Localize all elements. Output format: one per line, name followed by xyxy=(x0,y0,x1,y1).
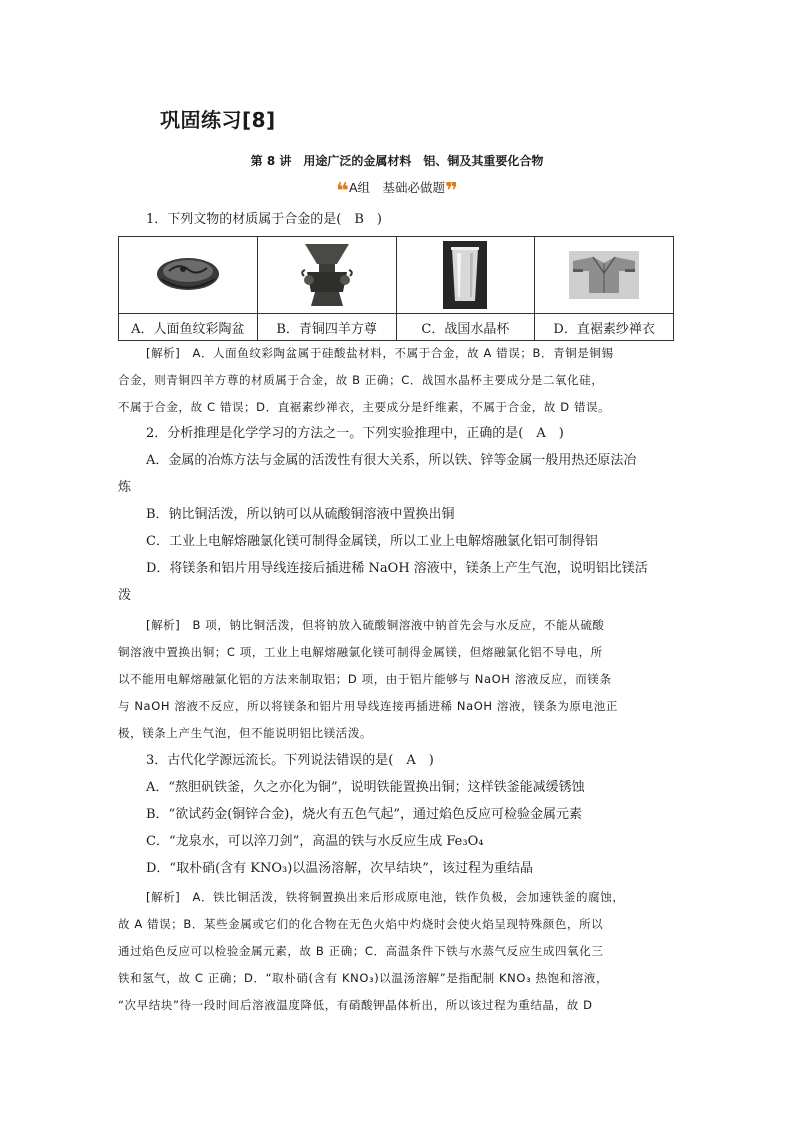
q1-options-table xyxy=(118,236,674,341)
q2-option-c: C．工业上电解熔融氯化镁可制得金属镁，所以工业上电解熔融氯化铝可制得铝 xyxy=(146,534,598,549)
q2-analysis-line: 与 NaOH 溶液不反应，所以将镁条和铝片用导线连接再插进稀 NaOH 溶液，镁条为原电池正 xyxy=(118,699,618,713)
bronze-vessel-icon xyxy=(299,242,355,308)
close-quote-icon: ❞ xyxy=(445,179,458,204)
q1-analysis-line: 合金，则青铜四羊方尊的材质属于合金，故 B 正确；C．战国水晶杯主要成分是二氧化硅， xyxy=(118,373,604,387)
q3-analysis-line: 故 A 错误；B．某些金属或它们的化合物在无色火焰中灼烧时会使火焰呈现特殊颜色，所以 xyxy=(118,917,604,931)
page-title: 巩固练习[8] xyxy=(160,108,276,132)
q2-stem: 2．分析推理是化学学习的方法之一。下列实验推理中，正确的是( A ) xyxy=(146,426,564,441)
group-heading xyxy=(0,178,794,204)
q3-analysis-line: 铁和氢气，故 C 正确；D．“取朴硝(含有 KNO₃)以温汤溶解”是指配制 KNO₃ 热饱和溶液， xyxy=(118,971,609,985)
q3-analysis-line: [解析] A．铁比铜活泼，铁将铜置换出来后形成原电池，铁作负极，会加速铁釜的腐蚀， xyxy=(146,890,625,904)
q2-option-b: B．钠比铜活泼，所以钠可以从硫酸铜溶液中置换出铜 xyxy=(146,507,455,522)
q1-option-b-image xyxy=(257,237,396,314)
open-quote-icon: ❝ xyxy=(336,179,349,204)
q3-stem: 3．古代化学源远流长。下列说法错误的是( A ) xyxy=(146,753,434,768)
q3-option-d: D．“取朴硝(含有 KNO₃)以温汤溶解，次早结块”，该过程为重结晶 xyxy=(146,861,533,876)
q2-analysis-line: 铜溶液中置换出铜；C 项，工业上电解熔融氯化镁可制得金属镁，但熔融氯化铝不导电，所 xyxy=(118,645,603,659)
q3-option-c: C．“龙泉水，可以淬刀剑”，高温的铁与水反应生成 Fe₃O₄ xyxy=(146,834,484,849)
q1-option-c-label: C．战国水晶杯 xyxy=(396,314,535,341)
q2-analysis-line: 以不能用电解熔融氯化铝的方法来制取铝；D 项，由于铝片能够与 NaOH 溶液反应，而镁条 xyxy=(118,672,612,686)
q2-option-a: A．金属的冶炼方法与金属的活泼性有很大关系，所以铁、锌等金属一般用热还原法冶 xyxy=(146,453,637,468)
q1-stem: 1．下列文物的材质属于合金的是( B ) xyxy=(146,212,382,227)
q2-analysis-line: 极，镁条上产生气泡，但不能说明铝比镁活泼。 xyxy=(118,726,373,740)
q1-option-d-label: D．直裾素纱禅衣 xyxy=(535,314,674,341)
q2-option-a-cont: 炼 xyxy=(118,480,132,495)
q3-analysis-line: “次早结块”待一段时间后溶液温度降低，有硝酸钾晶体析出，所以该过程为重结晶，故 D xyxy=(118,998,593,1012)
crystal-cup-icon xyxy=(443,241,487,309)
q1-option-a-label: A．人面鱼纹彩陶盆 xyxy=(119,314,258,341)
q2-option-d: D．将镁条和铝片用导线连接后插进稀 NaOH 溶液中，镁条上产生气泡，说明铝比镁活 xyxy=(146,561,648,576)
q1-option-a-image xyxy=(119,237,258,314)
q1-option-d-image xyxy=(535,237,674,314)
group-label: A组 基础必做题 xyxy=(348,180,446,195)
q1-option-b-label: B．青铜四羊方尊 xyxy=(257,314,396,341)
q3-option-b: B．“欲试药金(铜锌合金)，烧火有五色气起”，通过焰色反应可检验金属元素 xyxy=(146,807,582,822)
q2-option-d-cont: 泼 xyxy=(118,588,132,603)
q3-analysis-line: 通过焰色反应可以检验金属元素，故 B 正确；C．高温条件下铁与水蒸气反应生成四氧化三 xyxy=(118,944,604,958)
pottery-basin-icon xyxy=(153,252,223,298)
lecture-heading: 第 8 讲 用途广泛的金属材料 铝、铜及其重要化合物 xyxy=(250,154,544,168)
silk-garment-icon xyxy=(569,251,639,299)
q1-analysis-line: 不属于合金，故 C 错误；D．直裾素纱禅衣，主要成分是纤维素，不属于合金，故 D 错误。 xyxy=(118,400,611,414)
q1-option-c-image xyxy=(396,237,535,314)
q1-analysis-line: [解析] A．人面鱼纹彩陶盆属于硅酸盐材料，不属于合金，故 A 错误；B．青铜是铜锡 xyxy=(146,346,614,360)
q2-analysis-line: [解析] B 项，钠比铜活泼，但将钠放入硫酸铜溶液中钠首先会与水反应，不能从硫酸 xyxy=(146,618,605,632)
q3-option-a: A．“熬胆矾铁釜，久之亦化为铜”，说明铁能置换出铜；这样铁釜能减缓锈蚀 xyxy=(146,780,585,795)
